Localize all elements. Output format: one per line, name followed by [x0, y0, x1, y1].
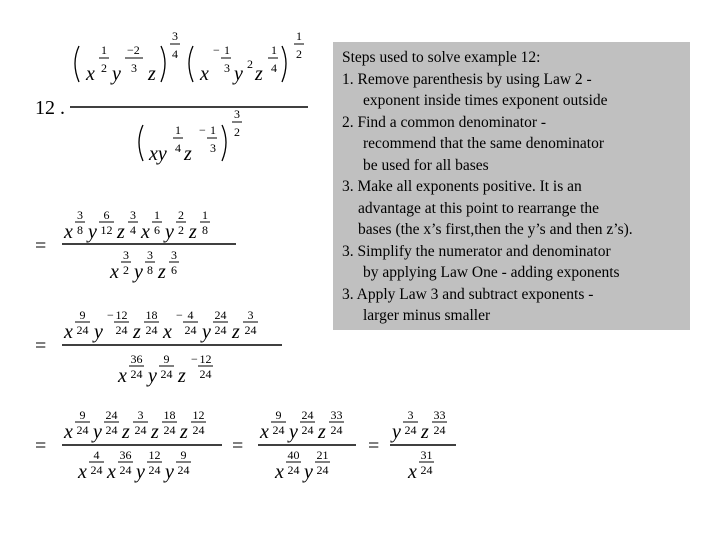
var-z: z — [180, 421, 188, 443]
equals-sign: = — [35, 335, 47, 357]
step-text: 3. Make all exponents positive. It is an — [342, 178, 582, 195]
exp-numerator: 1 — [271, 43, 277, 57]
exp-denominator: 24 — [76, 423, 89, 437]
paren-open — [189, 46, 193, 82]
step-text: recommend that the same denominator — [363, 135, 605, 152]
exp-numerator: 1 — [210, 123, 216, 137]
paren-open — [139, 125, 143, 161]
var-x: x — [86, 63, 95, 85]
var-z: z — [122, 421, 130, 443]
exp-numerator: 40 — [287, 448, 300, 462]
var-z: z — [148, 63, 156, 85]
exp-numerator: 24 — [301, 408, 314, 422]
var-x: x — [64, 421, 73, 443]
exp-denominator: 24 — [119, 463, 132, 477]
var-xy: xy — [149, 143, 167, 165]
exp-numerator: 1 — [224, 43, 230, 57]
var-y: y — [134, 261, 143, 283]
steps-panel — [333, 42, 690, 330]
exp-numerator: 3 — [130, 208, 136, 222]
exp-denominator: 24 — [163, 423, 176, 437]
step-text: bases (the x’s first,then the y’s and then z’s). — [358, 221, 633, 238]
exp-numerator: 3 — [77, 208, 83, 222]
step-text: 1. Remove parenthesis by using Law 2 - — [342, 70, 592, 88]
example-label: 12 . — [35, 97, 65, 119]
var-y: y — [136, 461, 145, 483]
var-x: x — [200, 63, 209, 85]
exp-denominator: 8 — [77, 223, 83, 237]
exp-numerator: 18 — [163, 408, 176, 422]
exp-numerator: 1 — [154, 208, 160, 222]
paren-close — [282, 46, 286, 82]
exp-denominator: 24 — [130, 367, 143, 381]
step-text: by applying Law One - adding exponents — [363, 264, 620, 281]
exp-numerator: 4 — [187, 308, 194, 322]
exp-denominator: 2 — [178, 223, 184, 237]
exp-denominator: 4 — [175, 141, 181, 155]
var-y: y — [202, 321, 211, 343]
exp-numerator: 9 — [180, 448, 187, 462]
exp-denominator: 24 — [404, 423, 417, 437]
var-y: y — [304, 461, 313, 483]
var-x: x — [64, 221, 73, 243]
paren-open — [75, 46, 79, 82]
step-text: exponent inside times exponent outside — [363, 92, 608, 109]
exp-numerator: 3 — [137, 408, 144, 422]
exp-denominator: 24 — [115, 323, 128, 337]
exp-numerator: 3 — [172, 29, 178, 43]
exp-denominator: 24 — [214, 323, 227, 337]
exp-denominator: 24 — [105, 423, 118, 437]
step-text: larger minus smaller — [363, 307, 491, 324]
exp-numerator: 9 — [163, 352, 170, 366]
var-z: z — [189, 221, 197, 243]
exp-value: 2 — [247, 57, 253, 71]
exp-denominator: 4 — [271, 61, 277, 75]
exp-numerator: 3 — [247, 308, 254, 322]
exp-denominator: 6 — [171, 263, 177, 277]
var-y: y — [88, 221, 97, 243]
var-y: y — [112, 63, 121, 85]
exp-numerator: 3 — [234, 107, 240, 121]
steps-title: Steps used to solve example 12: — [342, 49, 541, 66]
exp-sign: − — [191, 352, 198, 366]
step-text: 2. Find a common denominator - — [342, 113, 547, 131]
exp-numerator: 24 — [214, 308, 227, 322]
exp-numerator: 12 — [148, 448, 161, 462]
exp-sign: − — [107, 308, 114, 322]
var-y: y — [289, 421, 298, 443]
var-z: z — [151, 421, 159, 443]
equals-sign: = — [35, 435, 47, 457]
var-y: y — [392, 421, 401, 443]
exp-numerator: 9 — [79, 308, 86, 322]
var-x: x — [260, 421, 269, 443]
exp-denominator: 24 — [272, 423, 285, 437]
var-x: x — [141, 221, 150, 243]
var-y: y — [234, 63, 243, 85]
equals-sign: = — [35, 235, 47, 257]
exp-numerator: 12 — [115, 308, 128, 322]
exp-denominator: 3 — [210, 141, 216, 155]
exp-denominator: 3 — [131, 61, 137, 75]
var-z: z — [421, 421, 429, 443]
exp-denominator: 24 — [184, 323, 197, 337]
exp-denominator: 24 — [76, 323, 89, 337]
exp-sign: − — [199, 123, 206, 137]
exp-denominator: 24 — [90, 463, 103, 477]
exp-denominator: 4 — [172, 47, 178, 61]
exp-denominator: 2 — [234, 125, 240, 139]
exp-numerator: 24 — [105, 408, 118, 422]
var-y: y — [93, 421, 102, 443]
exp-numerator: 1 — [202, 208, 208, 222]
exp-numerator: 1 — [296, 29, 302, 43]
exp-numerator: 6 — [103, 208, 110, 222]
exp-numerator: 3 — [407, 408, 414, 422]
step-text: be used for all bases — [363, 156, 489, 174]
var-z: z — [232, 321, 240, 343]
step-text: 3. Apply Law 3 and subtract exponents - — [342, 285, 594, 303]
exp-numerator: 12 — [199, 352, 212, 366]
exp-numerator: 9 — [79, 408, 86, 422]
exp-numerator: 36 — [119, 448, 132, 462]
exp-sign: − — [213, 43, 220, 57]
exp-denominator: 3 — [224, 61, 230, 75]
var-x: x — [408, 461, 417, 483]
exp-numerator: 31 — [420, 448, 433, 462]
var-z: z — [255, 63, 263, 85]
exp-numerator: 21 — [316, 448, 329, 462]
exp-numerator: 18 — [145, 308, 158, 322]
var-z: z — [117, 221, 125, 243]
exp-numerator: 36 — [130, 352, 143, 366]
exp-numerator: 9 — [275, 408, 282, 422]
var-x: x — [275, 461, 284, 483]
var-z: z — [184, 143, 192, 165]
exp-numerator: 12 — [192, 408, 205, 422]
paren-close — [161, 46, 165, 82]
exp-numerator: 3 — [147, 248, 153, 262]
exp-denominator: 24 — [330, 423, 343, 437]
step-text: advantage at this point to rearrange the — [358, 199, 600, 217]
exp-denominator: 24 — [160, 367, 173, 381]
exp-denominator: 24 — [148, 463, 161, 477]
var-y: y — [148, 365, 157, 387]
var-x: x — [107, 461, 116, 483]
exp-denominator: 12 — [100, 223, 113, 237]
exp-numerator: −2 — [127, 43, 140, 57]
exp-denominator: 24 — [287, 463, 300, 477]
var-x: x — [110, 261, 119, 283]
exp-denominator: 2 — [123, 263, 129, 277]
step-text: 3. Simplify the numerator and denominator — [342, 242, 611, 260]
exp-denominator: 24 — [244, 323, 257, 337]
exp-numerator: 2 — [178, 208, 184, 222]
exp-numerator: 33 — [433, 408, 446, 422]
exp-denominator: 24 — [420, 463, 433, 477]
exp-denominator: 8 — [202, 223, 208, 237]
var-z: z — [133, 321, 141, 343]
exp-denominator: 24 — [177, 463, 190, 477]
exp-denominator: 24 — [433, 423, 446, 437]
equals-sign: = — [368, 435, 380, 457]
exp-denominator: 24 — [199, 367, 212, 381]
var-x: x — [78, 461, 87, 483]
var-y: y — [94, 321, 103, 343]
var-z: z — [158, 261, 166, 283]
exp-denominator: 8 — [147, 263, 153, 277]
exp-denominator: 4 — [130, 223, 136, 237]
var-x: x — [64, 321, 73, 343]
exp-numerator: 3 — [123, 248, 129, 262]
var-x: x — [118, 365, 127, 387]
exp-numerator: 33 — [330, 408, 343, 422]
exp-denominator: 24 — [145, 323, 158, 337]
var-y: y — [165, 221, 174, 243]
equals-sign: = — [232, 435, 244, 457]
exp-numerator: 1 — [101, 43, 107, 57]
paren-close — [222, 125, 226, 161]
var-z: z — [178, 365, 186, 387]
exp-denominator: 24 — [134, 423, 147, 437]
exp-denominator: 6 — [154, 223, 160, 237]
exp-numerator: 3 — [171, 248, 177, 262]
exp-denominator: 24 — [301, 423, 314, 437]
exp-denominator: 24 — [192, 423, 205, 437]
exp-denominator: 2 — [101, 61, 107, 75]
exp-sign: − — [176, 308, 183, 322]
exp-numerator: 4 — [93, 448, 100, 462]
var-y: y — [165, 461, 174, 483]
exp-denominator: 2 — [296, 47, 302, 61]
exp-numerator: 1 — [175, 123, 181, 137]
var-z: z — [318, 421, 326, 443]
var-x: x — [163, 321, 172, 343]
exp-denominator: 24 — [316, 463, 329, 477]
